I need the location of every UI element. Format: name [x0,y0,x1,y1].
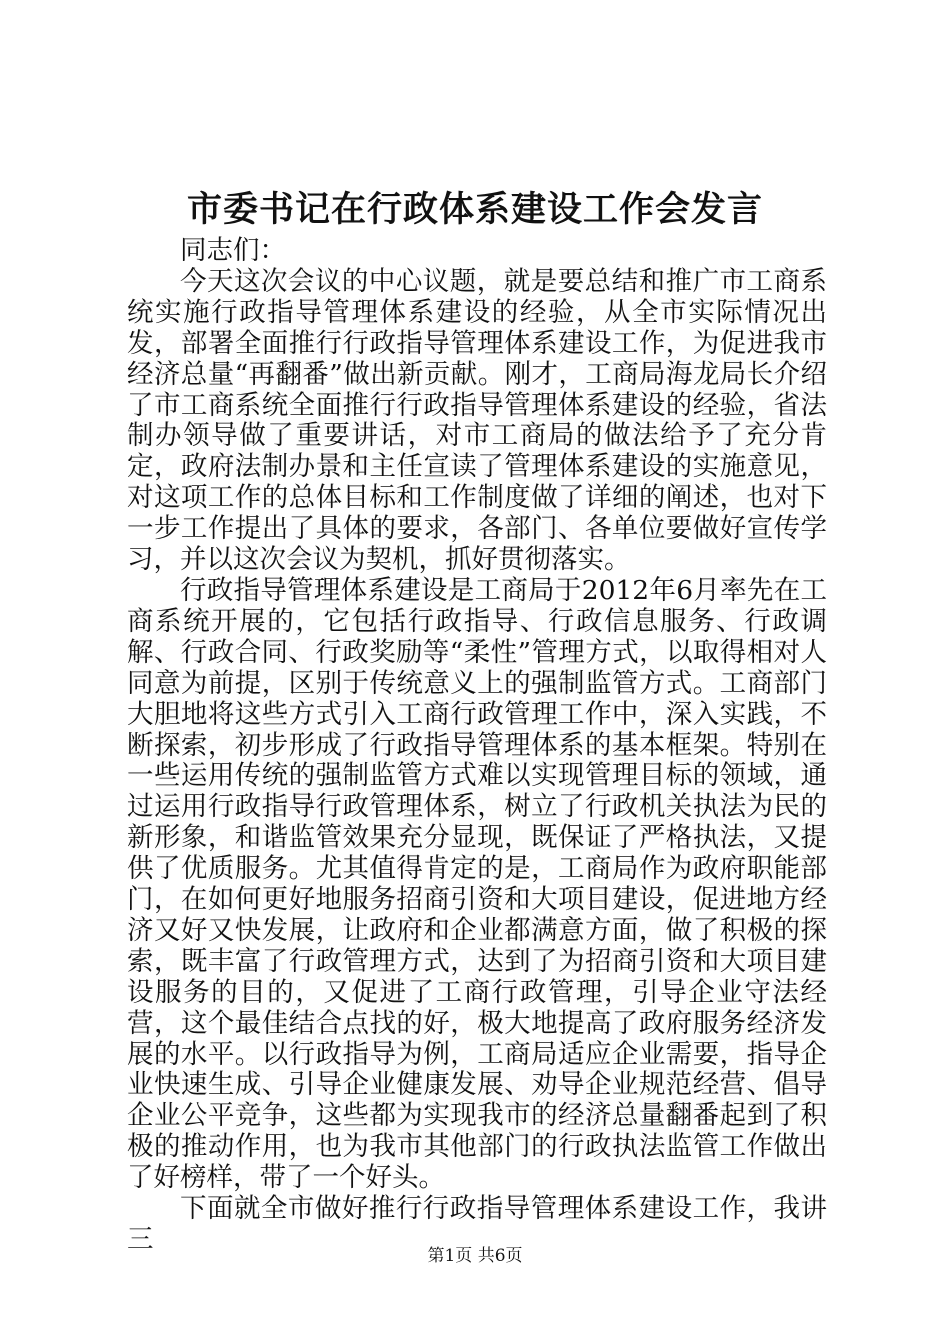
paragraph-1: 今天这次会议的中心议题，就是要总结和推广市工商系统实施行政指导管理体系建设的经验，从全市实际情况出发，部署全面推行行政指导管理体系建设工作，为促进我市经济总量“再翻番”做出新贡献。刚才，工商局海龙局长介绍了市工商系统全面推行行政指导管理体系建设的经验，省法制办领导做了重要讲话，对市工商局的做法给予了充分肯定，政府法制办景和主任宣读了管理体系建设的实施意见，对这项工作的总体目标和工作制度做了详细的阐述，也对下一步工作提出了具体的要求，各部门、各单位要做好宣传学习，并以这次会议为契机，抓好贯彻落实。 [127,265,827,576]
document-body [127,236,827,1256]
document-title: 市委书记在行政体系建设工作会发言 [186,189,763,230]
page-footer: 第1页 共6页 [427,1246,523,1266]
paragraph-2: 行政指导管理体系建设是工商局于2012年6月率先在工商系统开展的，它包括行政指导、行政信息服务、行政调解、行政合同、行政奖励等“柔性”管理方式，以取得相对人同意为前提，区别于传统意义上的强制监管方式。工商部门大胆地将这些方式引入工商行政管理工作中，深入实践，不断探索，初步形成了行政指导管理体系的基本框架。特别在一些运用传统的强制监管方式难以实现管理目标的领域，通过运用行政指导行政管理体系，树立了行政机关执法为民的新形象，和谐监管效果充分显现，既保证了严格执法，又提供了优质服务。尤其值得肯定的是，工商局作为政府职能部门，在如何更好地服务招商引资和大项目建设，促进地方经济又好又快发展，让政府和企业都满意方面，做了积极的探索，既丰富了行政管理方式，达到了为招商引资和大项目建设服务的目的，又促进了工商行政管理，引导企业守法经营，这个最佳结合点找的好，极大地提高了政府服务经济发展的水平。以行政指导为例，工商局适应企业需要，指导企业快速生成、引导企业健康发展、劝导企业规范经营、倡导企业公平竞争，这些都为实现我市的经济总量翻番起到了积极的推动作用，也为我市其他部门的行政执法监管工作做出了好榜样，带了一个好头。 [127,574,827,1194]
salutation: 同志们： [180,235,286,266]
paragraph-3: 下面就全市做好推行行政指导管理体系建设工作，我讲三 [127,1193,827,1255]
